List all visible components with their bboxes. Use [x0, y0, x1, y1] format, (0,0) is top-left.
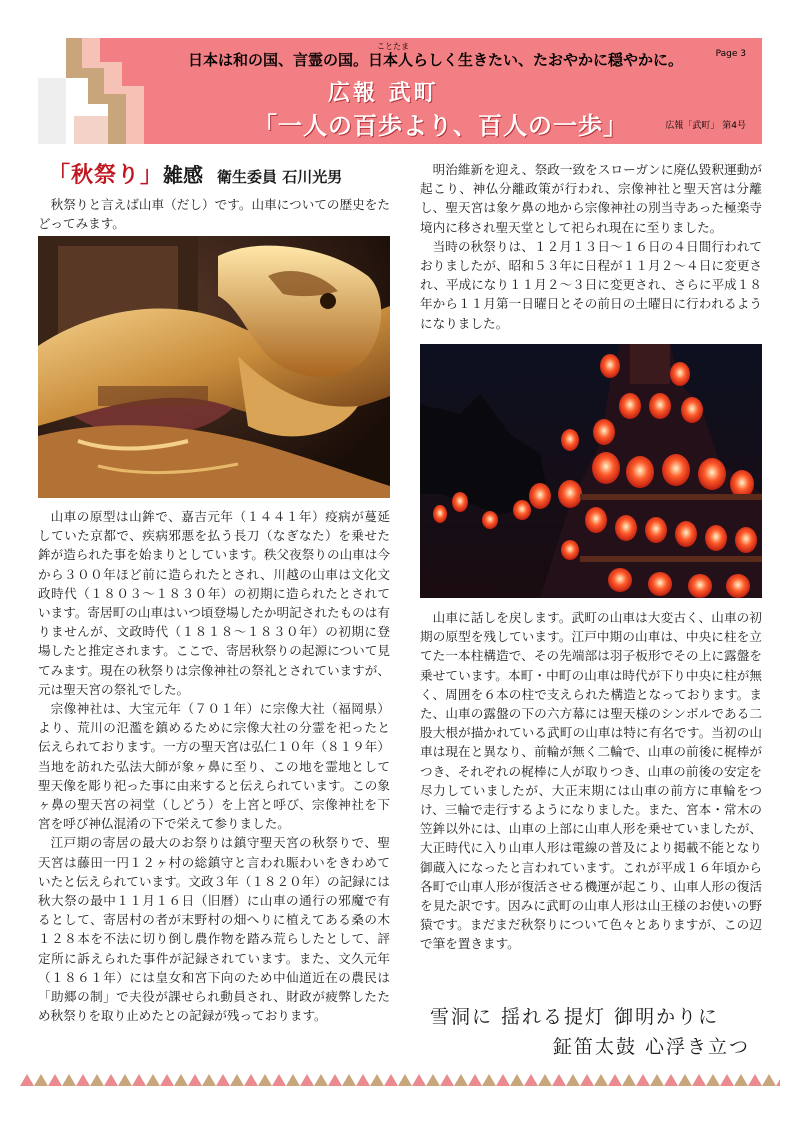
page-number: Page 3	[715, 49, 746, 59]
zigzag-border	[20, 1072, 780, 1086]
header-motto: 日本は和の国、言霊の国。日本人らしく生きたい、たおやかに穏やかに。	[188, 51, 684, 69]
poem-line-1: 雪洞に 揺れる提灯 御明かりに	[430, 1006, 720, 1028]
newsletter-header	[38, 38, 762, 144]
issue-number: 広報「武町」 第4号	[665, 121, 746, 131]
dragon-carving-photo	[38, 236, 390, 498]
body-paragraph: 宗像神社は、大宝元年（７０１年）に宗像大社（福岡県）より、荒川の氾濫を鎮めるために宗像大社の分霊を祀ったと伝えられております。一方の聖天宮は弘仁１０年（８１９年）当地を訪れた弘法大師が象ヶ鼻に至り、この地を霊地として聖天像を彫り祀った事に由来すると伝えられています。この象ヶ鼻の聖天宮の祠堂（しどう）を上宮と呼び、宗像神社を下宮を呼び神仏混淆の下で栄えて参りました。	[38, 701, 390, 832]
left-column-body	[38, 507, 390, 1025]
body-paragraph: 山車に話しを戻します。武町の山車は大変古く、山車の初期の原型を残しています。江戸中期の山車は、中央に柱を立てた一本柱構造で、その先端部は羽子板形でその上に露盤を乗せています。本町・中町の山車は時代が下り中央に柱が無く、周囲を６本の柱で支えられた構造となっております。また、山車の露盤の下の六方幕には聖天様のシンボルである二股大根が描かれている武町の山車は特に有名です。当初の山車は現在と異なり、前輪が無く二輪で、山車の前後に梶棒がつき、それぞれの梶棒に人が取りつき、山車の前後の安定を尽力していましたが、大正末期には山車の前方に車輪をつけ、三輪で走行するようになりました。また、宮本・常木の笠鉾以外には、山車の上部に山車人形を乗せていましたが、大正時代に入り山車人形は電線の普及により掲載不能となり御蔵入になったと言われています。これが平成１６年頃から各町で山車人形が復活させる機運が起こり、山車人形の復活を見た訳です。因みに武町の山車人形は山王様のお使いの野猿です。まだまだ秋祭りについて色々とありますが、この辺で筆を置きます。	[420, 610, 762, 952]
article-heading	[48, 158, 400, 189]
corner-decoration	[38, 38, 148, 144]
article-title-suffix: 雑感	[163, 163, 204, 187]
article-byline: 衛生委員 石川光男	[217, 168, 343, 186]
right-column-top	[420, 160, 762, 333]
lantern-float-photo	[420, 344, 762, 598]
closing-poem	[430, 1002, 760, 1062]
newsletter-slogan: 「一人の百歩より、百人の一歩」	[253, 112, 628, 140]
furigana: ことたま	[377, 42, 409, 51]
right-column-body	[420, 608, 762, 954]
body-paragraph: 山車の原型は山鉾で、嘉吉元年（１４４１年）疫病が蔓延していた京都で、疾病邪悪を払う長刀（なぎなた）を乗せた鉾が造られた事を始まりとしています。秩父夜祭りの山車は今から３００年ほど前に造られたとされ、川越の山車は文化文政時代（１８０３～１８３０年）の初期に造られたとされています。寄居町の山車はいつ頃登場したか明記されたものは有りませんが、文政時代（１８１８～１８３０年）の初期に登場したと推定されます。ここで、寄居秋祭りの起源について見てみます。現在の秋祭りは宗像神社の祭礼とされていますが、元は聖天宮の祭礼でした。	[38, 509, 390, 697]
article-title: 「秋祭り」	[48, 162, 164, 188]
poem-line-2: 鉦笛太鼓 心浮き立つ	[552, 1036, 750, 1058]
article-intro	[38, 195, 390, 233]
intro-paragraph: 秋祭りと言えば山車（だし）です。山車についての歴史をたどってみます。	[38, 197, 390, 232]
newsletter-title: 広報 武町	[328, 81, 439, 106]
body-paragraph: 明治維新を迎え、祭政一致をスローガンに廃仏毀釈運動が起こり、神仏分離政策が行われ、宗像神社と聖天宮は分離し、聖天宮は象ケ鼻の地から宗像神社の別当寺あった極楽寺境内に移され聖天堂として祀られ現在に至りました。	[420, 162, 762, 235]
body-paragraph: 江戸期の寄居の最大のお祭りは鎮守聖天宮の秋祭りで、聖天宮は藤田一円１２ヶ村の総鎮守と言われ賑わいをきわめていたと伝えられています。文政３年（１８２０年）の記録には秋大祭の最中１１月１６日（旧暦）に山車の通行の邪魔で有るとして、寄居村の者が末野村の畑へりに植えてある桑の木１２８本を不法に切り倒し農作物を踏み荒らしたとして、評定所に訴えられた事件が記録されています。また、文久元年（１８６１年）には皇女和宮下向のため中仙道近在の農民は「助郷の制」で夫役が課せられ動員され、財政が疲弊したため秋祭りを取り止めたとの記録が残っております。	[38, 835, 390, 1024]
body-paragraph: 当時の秋祭りは、１２月１３日～１６日の４日間行われておりましたが、昭和５３年に日程が１１月２～４日に変更され、平成になり１１月２～３日に変更され、さらに平成１８年から１１月第一日曜日とその前日の土曜日に行われるようになりました。	[420, 238, 762, 331]
